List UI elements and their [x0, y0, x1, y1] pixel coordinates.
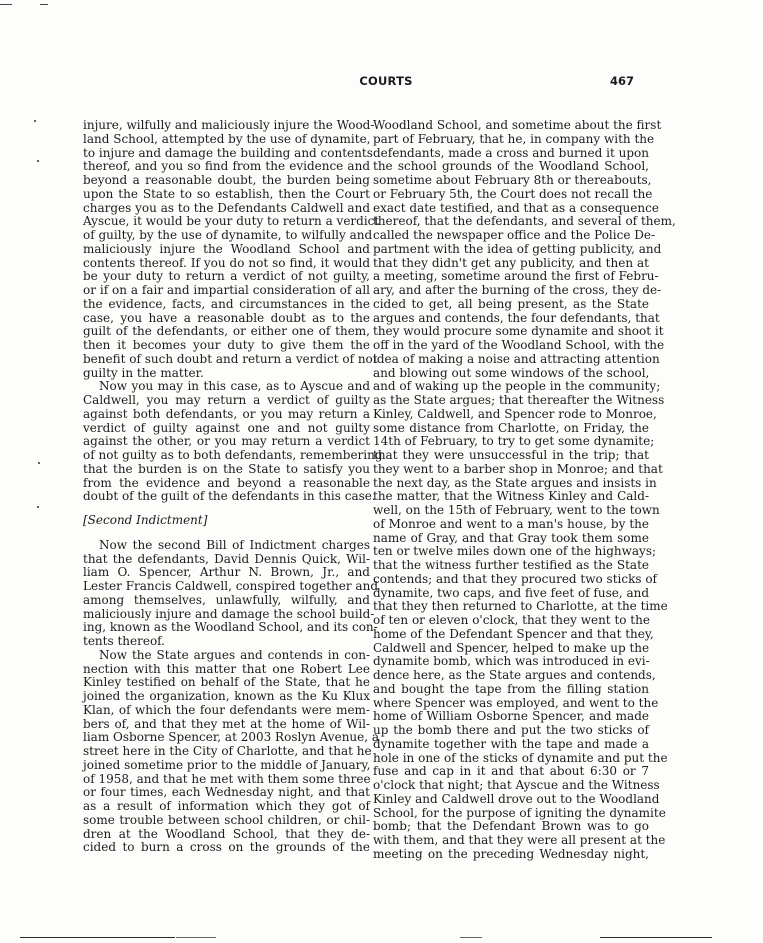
text-line: hole in one of the sticks of dynamite and put the	[373, 750, 668, 765]
text-line: Now the State argues and contends in con-	[99, 647, 370, 662]
text-line: that they then returned to Charlotte, at the time	[373, 599, 668, 614]
text-line: that they were unsuccessful in the trip; that	[373, 448, 649, 462]
text-line: Kinley, Caldwell, and Spencer rode to Monroe,	[373, 406, 657, 421]
text-line: of ten or eleven o'clock, that they went to the	[373, 613, 650, 627]
text-line: nection with this matter that one Robert Lee	[83, 661, 370, 676]
text-line: the evidence, facts, and circumstances in the	[83, 296, 370, 311]
bottom-edge-rule	[460, 937, 482, 938]
text-line: they would procure some dynamite and shoot it	[373, 324, 664, 339]
text-line: Kinley and Caldwell drove out to the Woodland	[373, 791, 660, 806]
text-line: dence here, as the State argues and contends,	[373, 668, 656, 682]
text-line: from the evidence and beyond a reasonable	[83, 475, 370, 490]
text-line: they went to a barber shop in Monroe; and that	[373, 461, 663, 476]
page-number: 467	[610, 74, 635, 88]
text-line: of not guilty as to both defendants, remembering	[83, 448, 383, 462]
text-line: of Monroe and went to a man's house, by the	[373, 516, 649, 531]
text-line: Now you may in this case, as to Ayscue and	[99, 379, 370, 394]
text-line: joined the organization, known as the Ku Klux	[83, 689, 370, 703]
text-line: tents thereof.	[83, 634, 165, 648]
text-line: or four times, each Wednesday night, and that	[83, 785, 370, 800]
text-line: a meeting, sometime around the first of Febru-	[373, 269, 659, 284]
scan-speck	[38, 462, 40, 464]
bottom-edge-rule	[176, 937, 216, 938]
left-text-column	[83, 118, 383, 855]
text-line: injure, wilfully and maliciously injure the Wood-	[83, 118, 375, 132]
text-line: as the State argues; that thereafter the Witness	[373, 393, 665, 407]
text-line: off in the yard of the Woodland School, with the	[373, 338, 665, 352]
text-line: argues and contends, the four defendants, that	[373, 310, 660, 325]
text-line: called the newspaper office and the Police De-	[373, 228, 656, 242]
text-line: against both defendants, or you may return a	[83, 406, 370, 421]
section-heading: [Second Indictment]	[83, 513, 208, 527]
text-line: liam O. Spencer, Arthur N. Brown, Jr., and	[83, 565, 370, 580]
text-line: ing, known as the Woodland School, and its con-	[83, 620, 378, 635]
text-line: guilty in the matter.	[83, 365, 204, 380]
text-line: then it becomes your duty to give them the	[83, 338, 370, 352]
text-line: of guilty, by the use of dynamite, to wilfully and	[83, 228, 373, 242]
text-line: with them, and that they were all present at the	[373, 833, 666, 847]
text-line: thereof, that the defendants, and several of them,	[373, 214, 676, 229]
text-line: fuse and cap in it and that about 6:30 or 7	[373, 764, 649, 779]
text-line: where Spencer was employed, and went to the	[373, 695, 659, 710]
text-line: sometime about February 8th or thereabouts,	[373, 173, 652, 187]
text-line: ary, and after the burning of the cross, they de-	[373, 283, 662, 297]
text-line: that the witness further testified as the State	[373, 558, 649, 572]
text-line: cided to get, all being present, as the State	[373, 296, 649, 311]
text-line: thereof, and you so find from the evidence and	[83, 159, 370, 174]
text-line: guilt of the defendants, or either one of them,	[83, 324, 370, 339]
text-line: of 1958, and that he met with them some three	[83, 771, 371, 786]
text-line: some trouble between school children, or chil-	[83, 812, 370, 827]
text-line: Kinley testified on behalf of the State, that he	[83, 675, 370, 690]
bottom-edge-rule	[600, 937, 712, 938]
text-line: part of February, that he, in company with the	[373, 131, 655, 146]
text-line: o'clock that night; that Ayscue and the Witness	[373, 778, 660, 792]
text-line: idea of making a noise and attracting attention	[373, 351, 660, 366]
text-line: meeting on the preceding Wednesday night,	[373, 846, 649, 861]
text-line: School, for the purpose of igniting the dynamite	[373, 805, 666, 820]
text-line: among themselves, unlawfully, wilfully, and	[83, 592, 370, 607]
text-line: defendants, made a cross and burned it upon	[373, 145, 649, 160]
text-line: some distance from Charlotte, on Friday, the	[373, 420, 649, 435]
text-line: bers of, and that they met at the home of Wil-	[83, 716, 370, 731]
text-line: be your duty to return a verdict of not guilty,	[83, 269, 370, 284]
text-line: cided to burn a cross on the grounds of the	[83, 840, 370, 855]
text-line: or if on a fair and impartial consideration of all	[83, 283, 370, 297]
text-line: upon the State to so establish, then the Court	[83, 186, 370, 201]
text-line: contents thereof. If you do not so find, it would	[83, 255, 370, 270]
text-line: benefit of such doubt and return a verdict of not	[83, 351, 378, 366]
text-line: Woodland School, and sometime about the first	[373, 118, 662, 132]
text-line: Caldwell, you may return a verdict of guilty	[83, 393, 370, 407]
text-line: up the bomb there and put the two sticks of	[373, 723, 649, 737]
text-line: dren at the Woodland School, that they de-	[83, 826, 370, 841]
scan-speck	[37, 160, 39, 162]
text-line: case, you have a reasonable doubt as to the	[83, 310, 370, 325]
text-line: joined sometime prior to the middle of January,	[83, 757, 371, 772]
text-line: beyond a reasonable doubt, the burden being	[83, 173, 370, 187]
scan-speck	[34, 120, 36, 122]
text-line: ten or twelve miles down one of the highways;	[373, 544, 657, 559]
text-line: maliciously injure the Woodland School and	[83, 241, 370, 256]
text-line: bomb; that the Defendant Brown was to go	[373, 819, 649, 834]
text-line: that they didn't get any publicity, and then at	[373, 255, 649, 270]
text-line: as a result of information which they got of	[83, 799, 370, 813]
text-line: against the other, or you may return a verdict	[83, 434, 370, 449]
text-line: that the defendants, David Dennis Quick, Wil-	[83, 551, 370, 566]
text-line: Caldwell and Spencer, helped to make up the	[373, 640, 650, 655]
text-line: exact date testified, and that as a consequence	[373, 200, 659, 215]
bottom-edge-rule	[20, 937, 175, 938]
top-edge-rule	[0, 4, 12, 5]
text-line: and blowing out some windows of the school,	[373, 365, 650, 380]
right-text-column	[373, 118, 676, 862]
text-line: dynamite, two caps, and five feet of fuse, and	[373, 585, 650, 600]
text-line: dynamite together with the tape and made a	[373, 736, 649, 751]
text-line: the school grounds of the Woodland School,	[373, 159, 649, 174]
text-line: home of William Osborne Spencer, and made	[373, 709, 649, 724]
text-line: 14th of February, to try to get some dynamite;	[373, 434, 655, 449]
running-header-title: COURTS	[359, 74, 413, 88]
text-line: street here in the City of Charlotte, and that he	[83, 744, 372, 758]
text-line: and of waking up the people in the community;	[373, 379, 661, 394]
text-line: Ayscue, it would be your duty to return a verdict	[83, 214, 380, 229]
text-line: the matter, that the Witness Kinley and Cald-	[373, 489, 649, 504]
text-line: and bought the tape from the filling station	[373, 681, 649, 696]
text-line: or February 5th, the Court does not recall the	[373, 186, 653, 201]
text-line: name of Gray, and that Gray took them some	[373, 530, 649, 545]
text-line: dynamite bomb, which was introduced in evi-	[373, 654, 650, 669]
text-line: doubt of the guilt of the defendants in this case.	[83, 489, 376, 504]
text-line: to injure and damage the building and contents	[83, 145, 373, 160]
top-edge-rule	[40, 4, 48, 5]
text-line: contends; and that they procured two sticks of	[373, 571, 657, 586]
text-line: verdict of guilty against one and not guilty	[83, 420, 370, 435]
text-line: well, on the 15th of February, went to the town	[373, 503, 660, 517]
text-line: the next day, as the State argues and insists in	[373, 475, 657, 490]
text-line: charges you as to the Defendants Caldwell and	[83, 200, 370, 215]
text-line: Klan, of which the four defendants were mem-	[83, 702, 370, 717]
text-line: land School, attempted by the use of dynamite,	[83, 131, 371, 146]
text-line: Now the second Bill of Indictment charges	[99, 537, 370, 552]
scan-speck	[37, 506, 39, 508]
text-line: Lester Francis Caldwell, conspired together and	[83, 579, 378, 593]
text-line: liam Osborne Spencer, at 2003 Roslyn Avenue, a	[83, 730, 380, 745]
text-line: partment with the idea of getting publicity, and	[373, 241, 662, 256]
text-line: maliciously injure and damage the school build-	[83, 606, 375, 621]
text-line: that the burden is on the State to satisfy you	[83, 461, 370, 476]
text-line: home of the Defendant Spencer and that they,	[373, 626, 654, 641]
